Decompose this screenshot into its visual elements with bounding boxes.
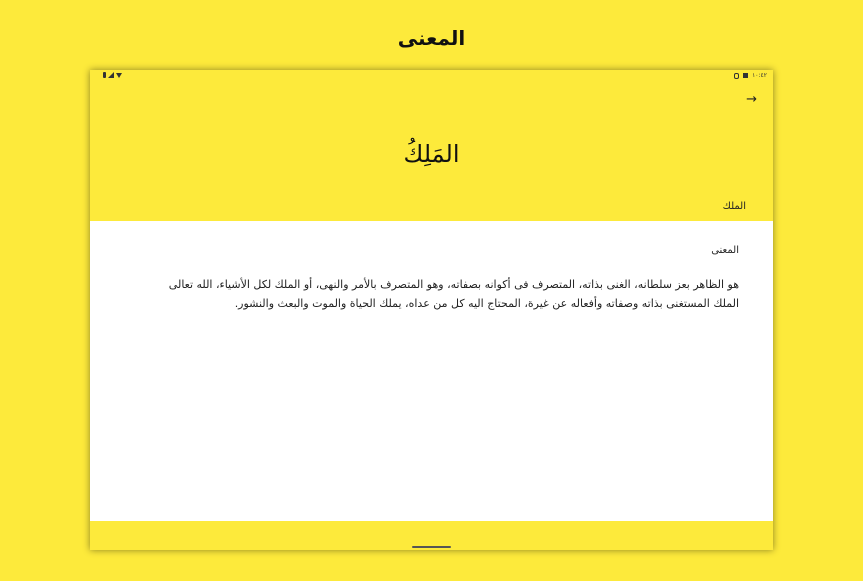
battery-icon	[103, 72, 106, 78]
signal-icon	[108, 72, 114, 78]
navigation-bar	[90, 521, 773, 550]
content-card	[90, 221, 773, 521]
status-icons-left	[103, 72, 122, 78]
meaning-text: هو الظاهر بعز سلطانه، الغنى بذاته، المتصرف فى أكوانه بصفاته، وهو المتصرف بالأمر والنهى، أو الملك لكل الأشياء، الله تعالى الملك المستغنى بذاته وصفاته وأفعاله عن غيرة، المحتاج اليه كل من عداه، يملك الحياة والموت والبعث والنشور.	[168, 278, 739, 310]
gesture-handle[interactable]	[412, 546, 451, 548]
sim-icon	[734, 73, 739, 79]
page-caption: المعنى	[397, 26, 466, 50]
status-clock: ١٠:٤٢	[752, 72, 767, 79]
tab-king[interactable]: الملك	[722, 201, 746, 212]
device-frame	[90, 70, 773, 550]
status-bar	[90, 70, 773, 82]
arrow-right-icon[interactable]: →	[746, 92, 757, 107]
page-title: المَلِكُ	[403, 140, 460, 168]
square-icon	[743, 73, 748, 78]
status-icons-right	[734, 72, 767, 79]
section-label: المعنى	[711, 245, 739, 256]
wifi-icon	[116, 73, 122, 78]
